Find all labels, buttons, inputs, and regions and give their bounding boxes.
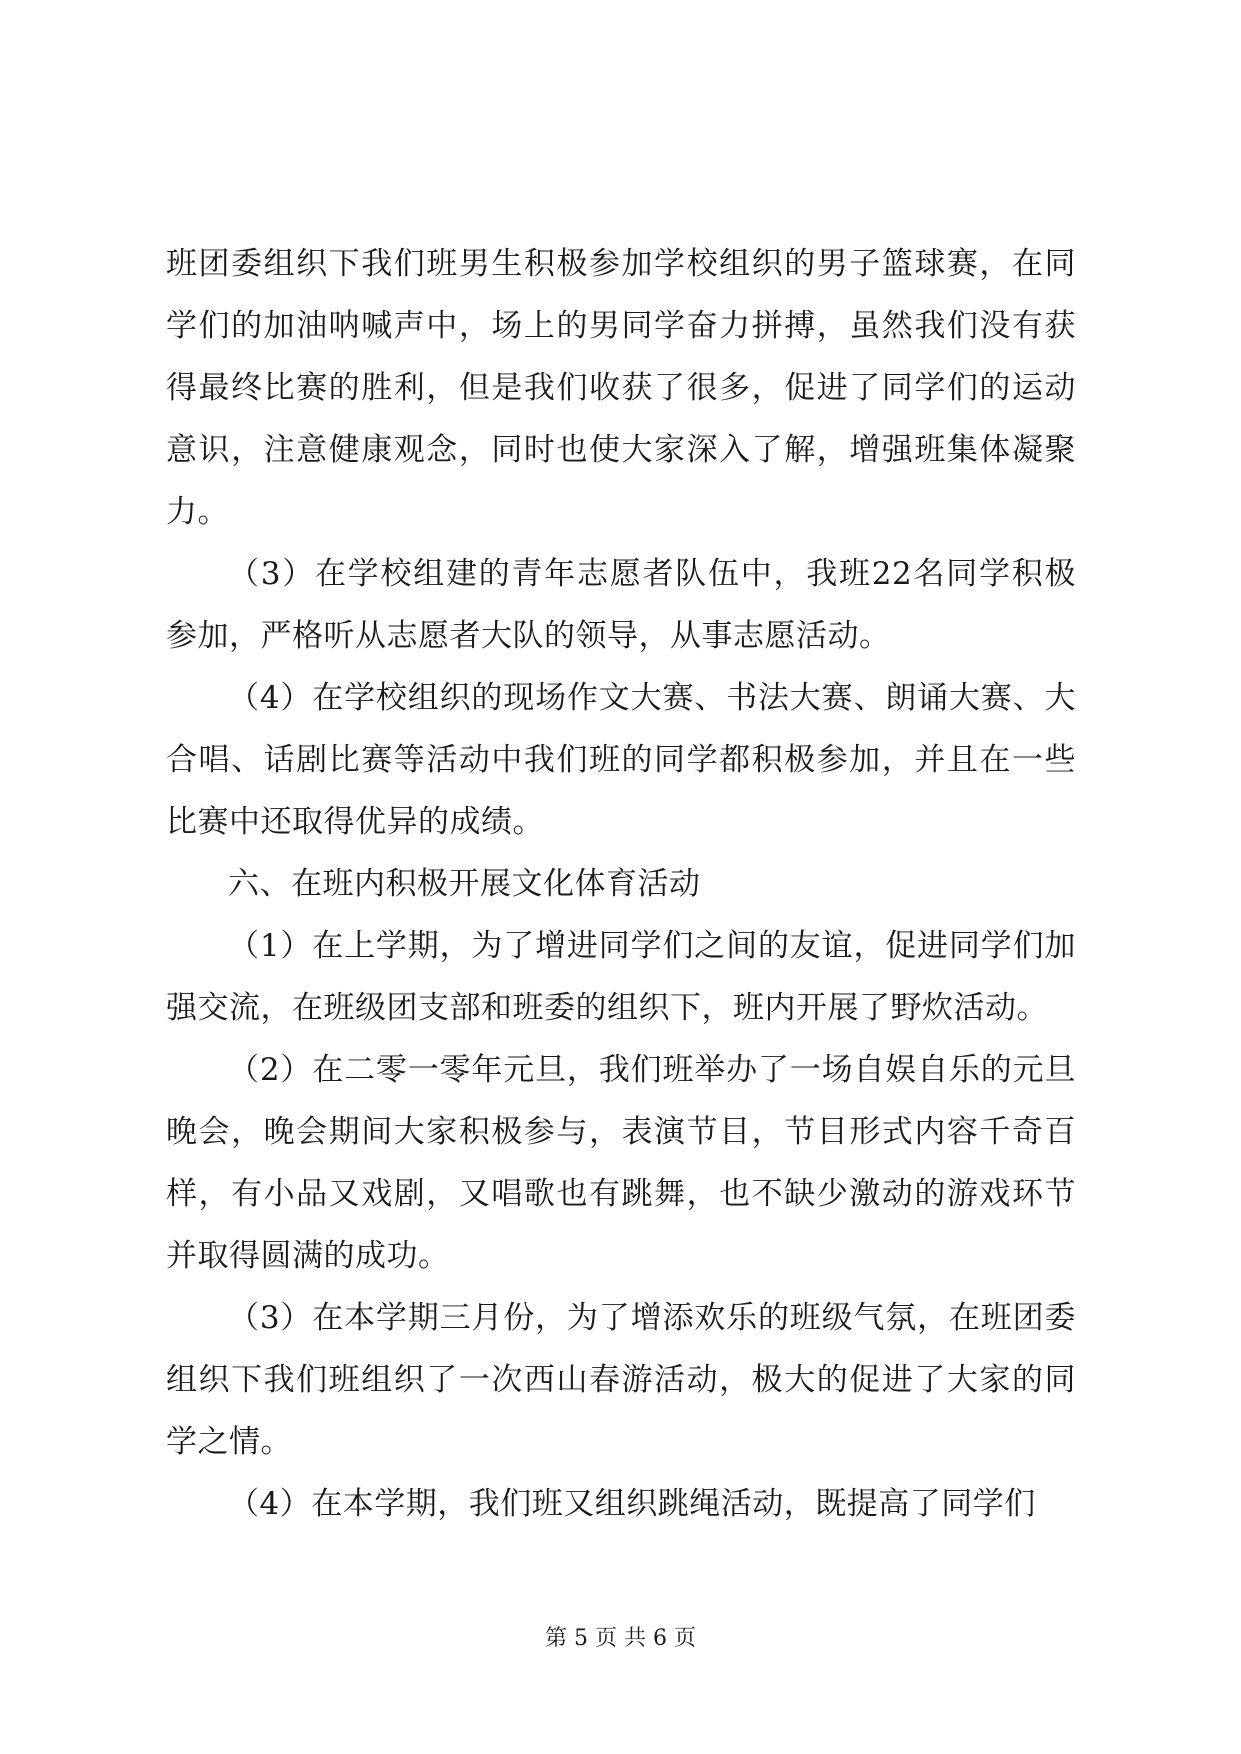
paragraph-item-1-picnic: （1）在上学期，为了增进同学们之间的友谊，促进同学们加强交流，在班级团支部和班委的组织下，班内开展了野炊活动。 — [166, 928, 1076, 1026]
page-body — [166, 233, 1076, 1535]
paragraph-item-3-spring-outing: （3）在本学期三月份，为了增添欢乐的班级气氛，在班团委组织下我们班组织了一次西山春游活动，极大的促进了大家的同学之情。 — [166, 1300, 1076, 1460]
page-number-footer: 第 5 页 共 6 页 — [545, 1626, 696, 1651]
paragraph-item-4-rope-skipping: （4）在本学期，我们班又组织跳绳活动，既提高了同学们 — [228, 1486, 1036, 1522]
paragraph-item-3-volunteers: （3）在学校组建的青年志愿者队伍中，我班22名同学积极参加，严格听从志愿者大队的领导，从事志愿活动。 — [166, 556, 1076, 654]
section-heading-six: 六、在班内积极开展文化体育活动 — [228, 866, 701, 902]
paragraph-item-4-competitions: （4）在学校组织的现场作文大赛、书法大赛、朗诵大赛、大合唱、话剧比赛等活动中我们班的同学都积极参加，并且在一些比赛中还取得优异的成绩。 — [166, 680, 1076, 840]
paragraph-continuation: 班团委组织下我们班男生积极参加学校组织的男子篮球赛，在同学们的加油呐喊声中，场上的男同学奋力拼搏，虽然我们没有获得最终比赛的胜利，但是我们收获了很多，促进了同学们的运动意识，注意健康观念，同时也使大家深入了解，增强班集体凝聚力。 — [166, 246, 1076, 530]
paragraph-item-2-new-year-party: （2）在二零一零年元旦，我们班举办了一场自娱自乐的元旦晚会，晚会期间大家积极参与，表演节目，节目形式内容千奇百样，有小品又戏剧，又唱歌也有跳舞，也不缺少激动的游戏环节并取得圆满的成功。 — [166, 1052, 1076, 1274]
